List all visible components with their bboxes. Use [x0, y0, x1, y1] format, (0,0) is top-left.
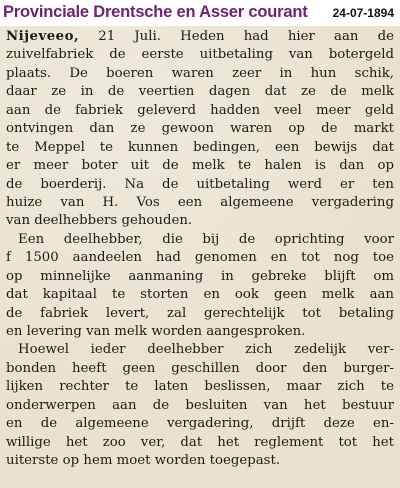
- article-line: Hoewel ieder deelhebber zich zedelijk ver-: [18, 342, 394, 358]
- article-line: plaats. De boeren waren zeer in hun schik,: [6, 65, 394, 81]
- article-line: daar ze in de veertien dagen dat ze de melk: [6, 84, 394, 100]
- article-line: de fabriek levert, zal gerechtelijk tot betaling: [6, 305, 394, 321]
- article-dateline: Nijeveeo,: [6, 29, 80, 44]
- article-line: lijken rechter te laten beslissen, maar zich te: [6, 379, 394, 395]
- article-line: bonden heeft geen geschillen door den burger-: [6, 360, 394, 376]
- article-line: de boerderij. Na de uitbetaling werd er ten: [6, 176, 394, 192]
- article-body: [6, 28, 394, 471]
- newspaper-clipping: [0, 26, 400, 488]
- article-line: te Meppel te kunnen bedingen, een bewijs dat: [6, 139, 394, 155]
- article-line: van deelhebbers gehouden.: [6, 213, 193, 229]
- article-line: en de algemeene vergadering, drijft deze en-: [6, 416, 394, 432]
- article-line: huize van H. Vos een algemeene vergadering: [6, 194, 394, 210]
- article-line: en levering van melk worden aangesproken.: [6, 324, 306, 339]
- article-line: willige het zoo ver, dat het reglement tot het: [6, 434, 394, 450]
- article-line: op minnelijke aanmaning in gebreke blijft om: [6, 268, 394, 284]
- newspaper-title: Provinciale Drentsche en Asser courant: [3, 3, 308, 21]
- article-line: zuivelfabriek de eerste uitbetaling van botergeld: [6, 47, 394, 63]
- article-line: aan de fabriek geleverd hadden veel meer geld: [6, 102, 394, 118]
- article-line: Een deelhebber, die bij de oprichting voor: [18, 231, 394, 247]
- article-line: er meer boter uit de melk te halen is dan op: [6, 158, 394, 174]
- article-line: dat kapitaal te storten en ook geen melk aan: [6, 287, 394, 303]
- article-line: onderwerpen aan de besluiten van het bestuur: [6, 397, 394, 413]
- article-line: f 1500 aandeelen had genomen en tot nog toe: [6, 250, 394, 266]
- article-line-text: 21 Juli. Heden had hier aan de: [79, 29, 394, 44]
- article-line: uiterste op hem moet worden toegepast.: [6, 453, 281, 469]
- article-line: [6, 28, 394, 46]
- article-line: ontvingen dan ze gewoon waren op de markt: [6, 121, 394, 137]
- publication-date: 24-07-1894: [332, 6, 394, 20]
- masthead: [0, 0, 400, 26]
